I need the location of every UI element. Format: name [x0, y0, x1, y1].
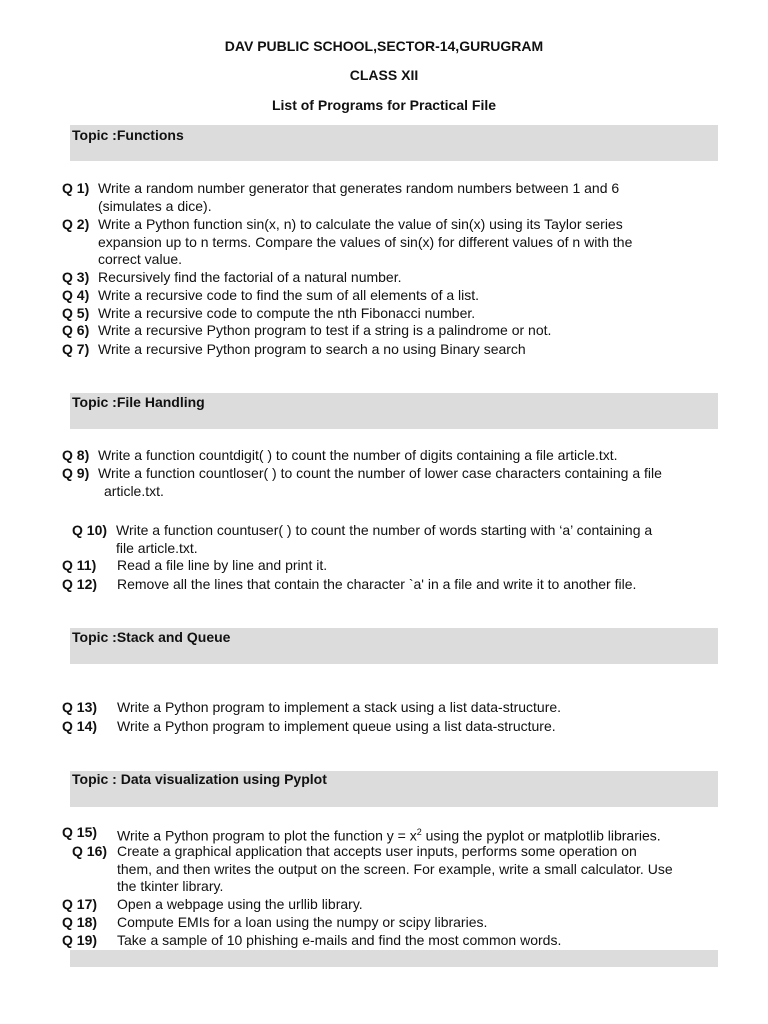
- topic-title-file-handling: Topic :File Handling: [72, 394, 205, 410]
- question-number: Q 19): [62, 932, 98, 948]
- question-text: correct value.: [98, 251, 183, 268]
- question-number: Q 4): [62, 287, 90, 303]
- question-text: Create a graphical application that accepts user inputs, performs some operation on: [117, 843, 637, 859]
- question-text: Write a Python program to implement queue using a list data-structure.: [117, 718, 556, 734]
- question-number: Q 3): [62, 269, 90, 285]
- question-text: them, and then writes the output on the screen. For example, write a small calculator. Use: [117, 860, 673, 877]
- question-number: Q 2): [62, 216, 90, 232]
- question-text: Write a recursive Python program to test if a string is a palindrome or not.: [98, 322, 552, 338]
- question-text: Open a webpage using the urllib library.: [117, 896, 363, 912]
- question-number: Q 7): [62, 341, 90, 357]
- topic-title-functions: Topic :Functions: [72, 127, 184, 143]
- question-text: Write a recursive code to find the sum of all elements of a list.: [98, 287, 480, 303]
- question-text: Write a Python program to implement a stack using a list data-structure.: [117, 699, 562, 715]
- topic-title-data-visualization: Topic : Data visualization using Pyplot: [72, 771, 327, 787]
- question-number: Q 10): [72, 522, 108, 538]
- question-text: Write a function countuser( ) to count the number of words starting with ‘a’ containing a: [116, 522, 653, 538]
- question-number: Q 11): [62, 557, 97, 573]
- question-number: Q 1): [62, 180, 90, 196]
- question-number: Q 6): [62, 322, 90, 338]
- question-text: Write a function countloser( ) to count the number of lower case characters containing a file: [98, 465, 662, 481]
- footer-band: [70, 950, 718, 967]
- superscript: 2: [416, 827, 422, 837]
- question-text: Recursively find the factorial of a natural number.: [98, 269, 402, 285]
- question-text: article.txt.: [104, 483, 164, 499]
- question-text: file article.txt.: [116, 539, 198, 556]
- question-number: Q 8): [62, 447, 90, 463]
- question-number: Q 15): [62, 824, 98, 840]
- question-number: Q 12): [62, 576, 98, 592]
- question-number: Q 16): [72, 843, 108, 859]
- question-text: Write a Python function sin(x, n) to calculate the value of sin(x) using its Taylor series: [98, 216, 623, 232]
- question-number: Q 14): [62, 718, 98, 734]
- question-text: Write a recursive Python program to search a no using Binary search: [98, 341, 526, 357]
- question-text: expansion up to n terms. Compare the values of sin(x) for different values of n with the: [98, 233, 633, 250]
- question-text: Write a recursive code to compute the nth Fibonacci number.: [98, 305, 476, 321]
- question-text: Remove all the lines that contain the character `a' in a file and write it to another file.: [117, 576, 637, 592]
- class-heading: CLASS XII: [349, 67, 419, 83]
- question-number: Q 5): [62, 305, 90, 321]
- question-number: Q 17): [62, 896, 98, 912]
- question-text: Write a function countdigit( ) to count the number of digits containing a file article.txt.: [98, 447, 618, 463]
- question-text-part: using the pyplot or matplotlib libraries.: [421, 827, 661, 844]
- question-text: Take a sample of 10 phishing e-mails and find the most common words.: [117, 932, 562, 948]
- document-subtitle: List of Programs for Practical File: [271, 97, 497, 113]
- question-text-part: Write a Python program to plot the function y = x: [117, 827, 417, 844]
- topic-title-stack-queue: Topic :Stack and Queue: [72, 629, 231, 645]
- question-number: Q 9): [62, 465, 90, 481]
- question-number: Q 13): [62, 699, 98, 715]
- question-number: Q 18): [62, 914, 98, 930]
- question-text: the tkinter library.: [117, 878, 224, 895]
- question-text: Compute EMIs for a loan using the numpy or scipy libraries.: [117, 914, 488, 930]
- question-text: Read a file line by line and print it.: [117, 557, 328, 573]
- question-text: (simulates a dice).: [98, 197, 212, 214]
- school-name: DAV PUBLIC SCHOOL,SECTOR-14,GURUGRAM: [224, 38, 544, 54]
- question-text: Write a random number generator that generates random numbers between 1 and 6: [98, 180, 620, 196]
